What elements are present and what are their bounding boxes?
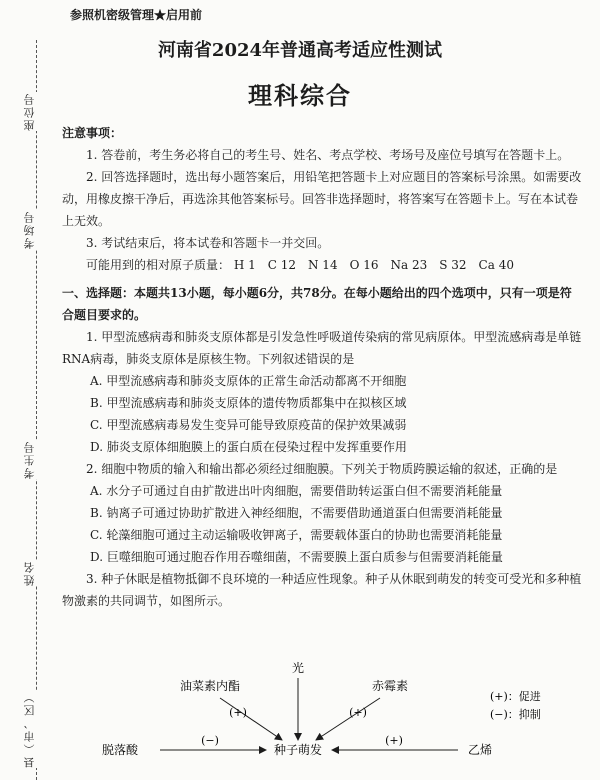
- sign-abscisic: (−): [201, 734, 219, 747]
- sign-gibberellin: (+): [349, 706, 367, 719]
- question-option: B. 甲型流感病毒和肺炎支原体的遗传物质都集中在拟核区域: [90, 396, 407, 410]
- label-center: 种子萌发: [273, 743, 323, 757]
- arrow-gibberellin: [316, 698, 380, 740]
- side-label-seat: 座位号: [23, 92, 36, 131]
- notice-item: 1. 答卷前，考生务必将自己的考生号、姓名、考点学校、考场号及座位号填写在答题卡上。: [86, 148, 570, 162]
- side-label-name: 姓名: [23, 560, 36, 586]
- sign-ethylene: (+): [385, 734, 403, 747]
- atomic-masses: 可能用到的相对原子质量： H 1 C 12 N 14 O 16 Na 23 S 32 Ca 40: [86, 258, 514, 272]
- question-option: A. 水分子可通过自由扩散进出叶肉细胞，需要借助转运蛋白但不需要消耗能量: [90, 484, 503, 498]
- secret-mark: 参照机密级管理★启用前: [70, 8, 203, 22]
- label-gibberellin: 赤霉素: [371, 679, 409, 693]
- question-stem: 2. 细胞中物质的输入和输出都必须经过细胞膜。下列关于物质跨膜运输的叙述，正确的是: [86, 462, 558, 476]
- question-option: D. 巨噬细胞可通过胞吞作用吞噬细菌，不需要膜上蛋白质参与但需要消耗能量: [90, 550, 503, 564]
- question-option: D. 肺炎支原体细胞膜上的蛋白质在侵染过程中发挥重要作用: [90, 440, 407, 454]
- label-brassinolide: 油菜素内酯: [179, 679, 241, 693]
- arrow-brassinolide: [220, 698, 282, 740]
- hormone-diagram: [60, 658, 590, 776]
- label-abscisic: 脱落酸: [101, 743, 139, 757]
- question-option: C. 轮藻细胞可通过主动运输吸收钾离子，需要载体蛋白的协助也需要消耗能量: [90, 528, 503, 542]
- sign-brassinolide: (+): [229, 706, 247, 719]
- page-title: 河南省2024年普通高考适应性测试: [157, 40, 443, 61]
- legend-promote: (+)：促进: [490, 690, 541, 703]
- section-heading: 一、选择题：本题共13小题，每小题6分，共78分。在每小题给出的四个选项中，只有一项是符合题目要求的。: [62, 286, 572, 322]
- page-subtitle: 理科综合: [248, 81, 352, 110]
- question-option: A. 甲型流感病毒和肺炎支原体的正常生命活动都离不开细胞: [90, 374, 407, 388]
- question-stem: 3. 种子休眠是植物抵御不良环境的一种适应性现象。种子从休眠到萌发的转变可受光和多种植物激素的共同调节，如图所示。: [62, 572, 582, 608]
- question-stem: 1. 甲型流感病毒和肺炎支原体都是引发急性呼吸道传染病的常见病原体。甲型流感病毒是单链RNA病毒，肺炎支原体是原核生物。下列叙述错误的是: [62, 330, 582, 366]
- label-ethylene: 乙烯: [467, 743, 493, 757]
- label-light: 光: [291, 661, 305, 675]
- notice-heading: 注意事项：: [62, 126, 123, 140]
- notice-item: 3. 考试结束后，将本试卷和答题卡一并交回。: [86, 236, 330, 250]
- legend-inhibit: (−)：抑制: [490, 708, 541, 721]
- exam-content: [62, 122, 582, 612]
- notice-item: 2. 回答选择题时，选出每小题答案后，用铅笔把答题卡上对应题目的答案标号涂黑。如需要改动，用橡皮擦干净后，再选涂其他答案标号。回答非选择题时，将答案写在答题卡上。写在本试卷上无效。: [62, 170, 582, 228]
- side-label-room: 考场号: [23, 210, 36, 249]
- question-option: C. 甲型流感病毒易发生变异可能导致原疫苗的保护效果减弱: [90, 418, 407, 432]
- side-label-examinee: 考生号: [23, 440, 36, 479]
- binding-line: [36, 40, 37, 780]
- question-option: B. 钠离子可通过协助扩散进入神经细胞，不需要借助通道蛋白但需要消耗能量: [90, 506, 503, 520]
- side-label-county: 县（市、区）: [23, 690, 36, 768]
